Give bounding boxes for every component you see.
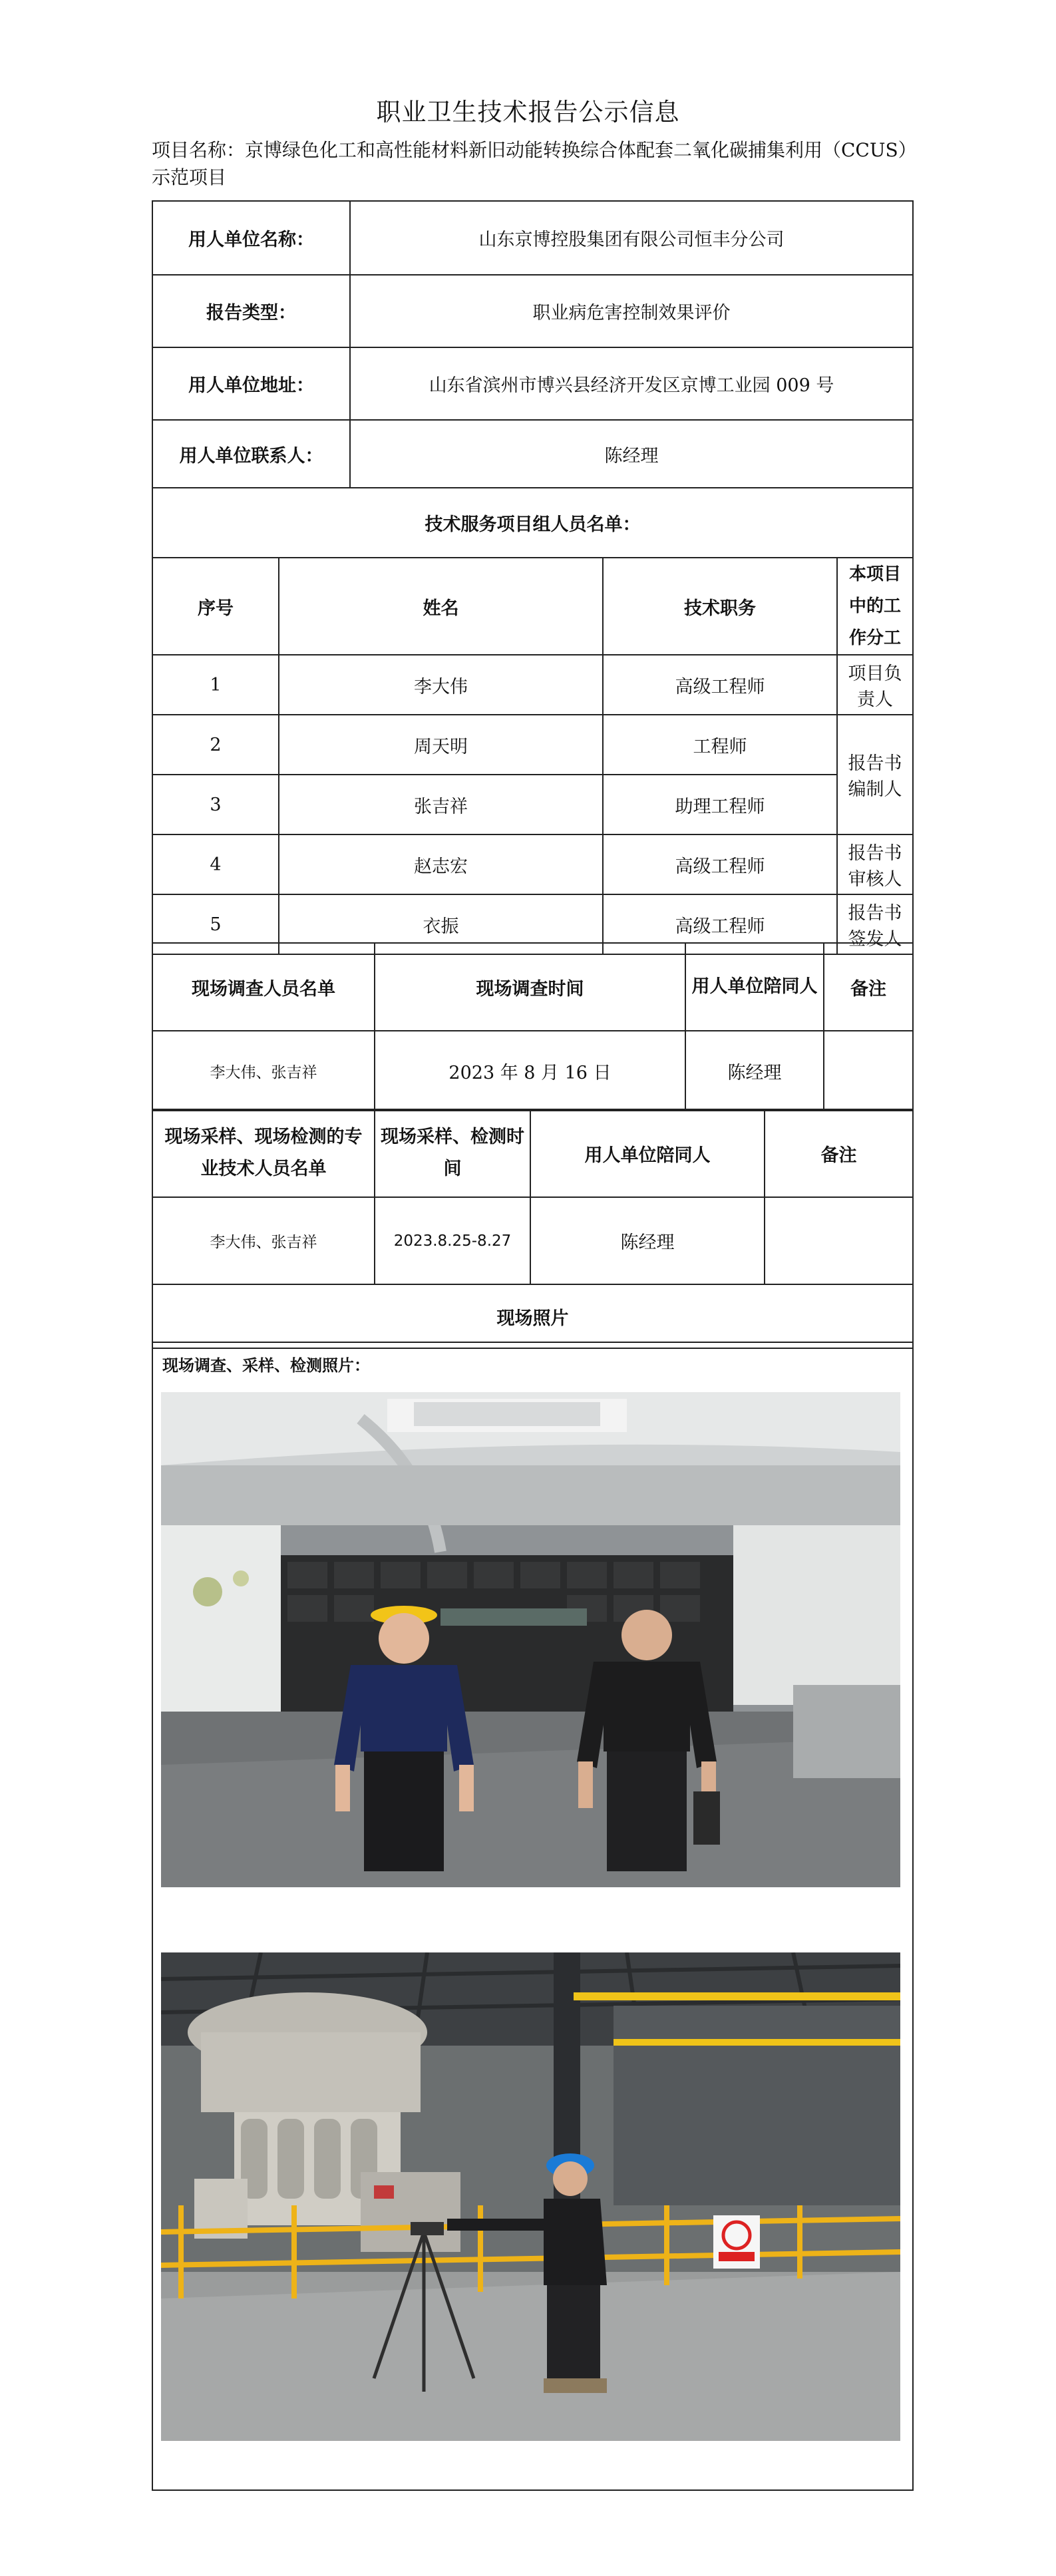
team-no: 4 bbox=[152, 834, 279, 894]
survey-table bbox=[152, 942, 914, 1111]
info-table bbox=[152, 200, 914, 955]
table-row bbox=[152, 715, 913, 775]
team-role: 报告书签发人 bbox=[837, 894, 913, 954]
sampling-time: 2023.8.25-8.27 bbox=[375, 1197, 530, 1284]
survey-time: 2023 年 8 月 16 日 bbox=[375, 1031, 685, 1111]
table-row bbox=[152, 1031, 913, 1111]
report-type-value: 职业病危害控制效果评价 bbox=[350, 275, 913, 347]
survey-header-remark: 备注 bbox=[824, 943, 913, 1031]
survey-header-companion: 用人单位陪同人 bbox=[685, 943, 824, 1031]
photo-caption: 现场调查、采样、检测照片： bbox=[162, 1356, 370, 1375]
report-type-label: 报告类型： bbox=[152, 275, 350, 347]
team-no: 2 bbox=[152, 715, 279, 775]
survey-companion: 陈经理 bbox=[685, 1031, 824, 1111]
table-row bbox=[152, 1197, 913, 1284]
team-header-role: 本项目中的工作分工 bbox=[837, 558, 913, 655]
team-header-no: 序号 bbox=[152, 558, 279, 655]
team-position: 高级工程师 bbox=[603, 894, 837, 954]
sampling-table bbox=[152, 1109, 914, 1349]
photos-section-title: 现场照片 bbox=[152, 1284, 913, 1348]
survey-header-staff: 现场调查人员名单 bbox=[152, 943, 375, 1031]
table-row bbox=[152, 775, 913, 834]
sampling-header-time: 现场采样、检测时间 bbox=[375, 1109, 530, 1197]
team-name: 周天明 bbox=[279, 715, 603, 775]
team-no: 5 bbox=[152, 894, 279, 954]
team-position: 高级工程师 bbox=[603, 834, 837, 894]
sampling-companion: 陈经理 bbox=[530, 1197, 765, 1284]
sampling-staff: 李大伟、张吉祥 bbox=[152, 1197, 375, 1284]
address-value: 山东省滨州市博兴县经济开发区京博工业园 009 号 bbox=[350, 347, 913, 420]
unit-name-label: 用人单位名称： bbox=[152, 201, 350, 275]
team-name: 赵志宏 bbox=[279, 834, 603, 894]
table-row bbox=[152, 655, 913, 715]
contact-label: 用人单位联系人： bbox=[152, 420, 350, 488]
team-position: 助理工程师 bbox=[603, 775, 837, 834]
unit-name-value: 山东京博控股集团有限公司恒丰分公司 bbox=[350, 201, 913, 275]
sampling-remark bbox=[765, 1197, 913, 1284]
team-name: 张吉祥 bbox=[279, 775, 603, 834]
project-name: 项目名称：京博绿色化工和高性能材料新旧动能转换综合体配套二氧化碳捕集利用（CCUS）示范项目 bbox=[152, 139, 908, 188]
site-photo-sampling bbox=[161, 1952, 900, 2441]
team-title: 技术服务项目组人员名单： bbox=[152, 488, 913, 558]
team-header-name: 姓名 bbox=[279, 558, 603, 655]
team-header-position: 技术职务 bbox=[603, 558, 837, 655]
team-role: 项目负责人 bbox=[837, 655, 913, 715]
site-photo-sampling-image bbox=[161, 1952, 900, 2441]
photo-frame bbox=[152, 1342, 914, 2491]
site-photo-survey bbox=[161, 1392, 900, 1887]
team-position: 工程师 bbox=[603, 715, 837, 775]
team-position: 高级工程师 bbox=[603, 655, 837, 715]
site-photo-survey-image bbox=[161, 1392, 900, 1887]
team-name: 李大伟 bbox=[279, 655, 603, 715]
survey-staff: 李大伟、张吉祥 bbox=[152, 1031, 375, 1111]
contact-value: 陈经理 bbox=[350, 420, 913, 488]
sampling-header-remark: 备注 bbox=[765, 1109, 913, 1197]
address-label: 用人单位地址： bbox=[152, 347, 350, 420]
sampling-header-companion: 用人单位陪同人 bbox=[530, 1109, 765, 1197]
document-title: 职业卫生技术报告公示信息 bbox=[376, 98, 680, 126]
survey-remark bbox=[824, 1031, 913, 1111]
team-no: 1 bbox=[152, 655, 279, 715]
team-role: 报告书审核人 bbox=[837, 834, 913, 894]
team-no: 3 bbox=[152, 775, 279, 834]
survey-header-time: 现场调查时间 bbox=[375, 943, 685, 1031]
table-row bbox=[152, 834, 913, 894]
team-role: 报告书编制人 bbox=[837, 715, 913, 834]
sampling-header-staff: 现场采样、现场检测的专业技术人员名单 bbox=[152, 1109, 375, 1197]
team-name: 衣振 bbox=[279, 894, 603, 954]
